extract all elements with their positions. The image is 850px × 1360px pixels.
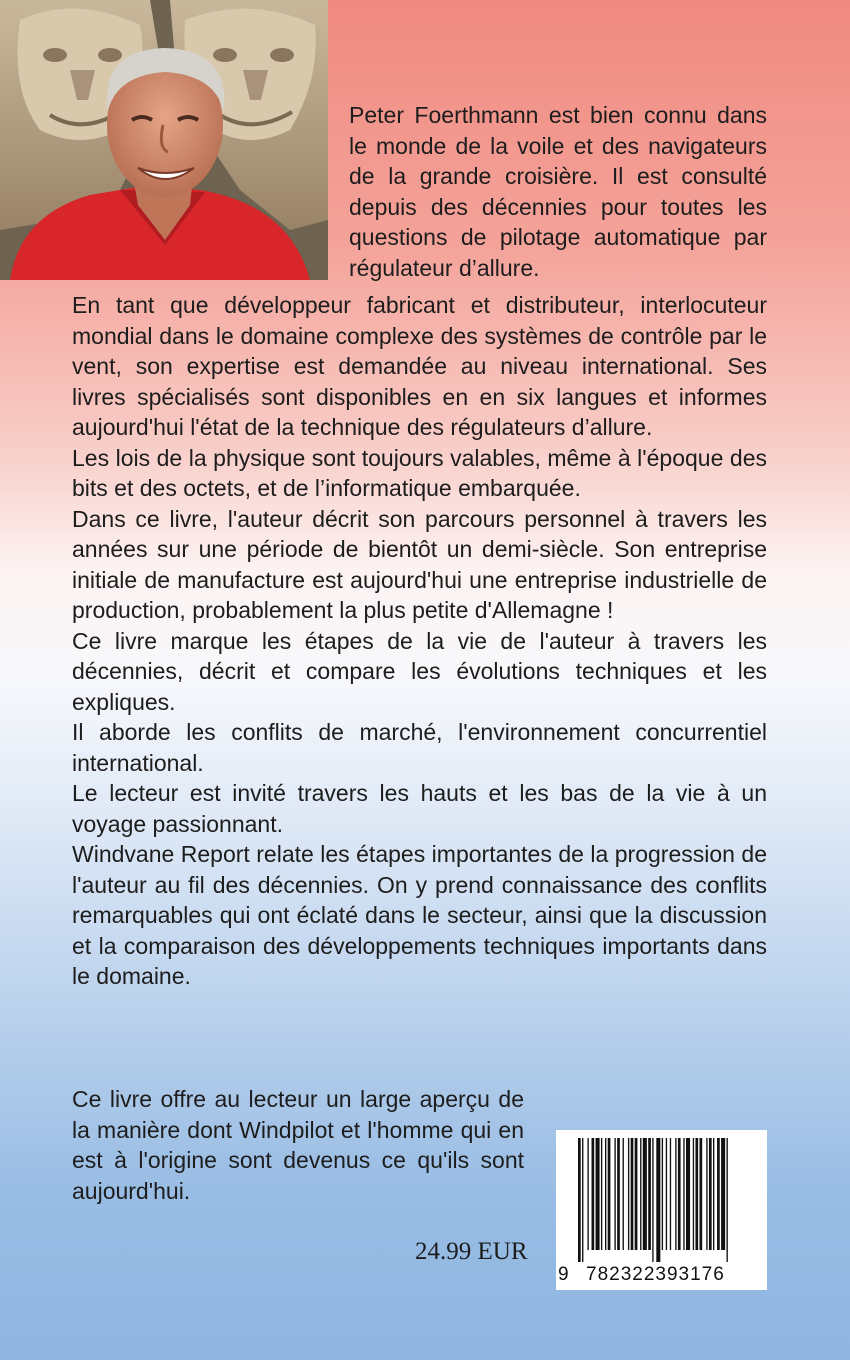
barcode-bar (643, 1138, 647, 1250)
barcode-bar (605, 1138, 606, 1250)
barcode-icon (562, 1138, 761, 1262)
barcode-bar (614, 1138, 615, 1250)
paragraph-physics: Les lois de la physique sont toujours valables, même à l'époque des bits et des octets, et de l’informatique embarquée. (72, 444, 767, 501)
author-photo (0, 0, 328, 280)
barcode-bar (652, 1138, 653, 1262)
barcode-bar (608, 1138, 611, 1250)
intro-block (349, 100, 767, 283)
barcode-bar (640, 1138, 641, 1250)
barcode-bar (648, 1138, 651, 1250)
barcode-lead-digit: 9 (558, 1264, 570, 1285)
barcode-bar (713, 1138, 714, 1250)
barcode-bar (596, 1138, 600, 1250)
closing-block (72, 1084, 524, 1206)
barcode-bar (628, 1138, 629, 1250)
author-portrait-icon (0, 0, 328, 280)
paragraph-journey: Dans ce livre, l'auteur décrit son parcours personnel à travers les années sur une période de bientôt un demi-siècle. Son entreprise initiale de manufacture est aujourd'hui une entreprise industrielle de production, probablement la plus petite d'Allemagne ! (72, 505, 767, 623)
barcode-bar (709, 1138, 712, 1250)
isbn-barcode (556, 1130, 767, 1290)
price-label: 24.99 EUR (415, 1238, 528, 1265)
paragraph-market: Il aborde les conflits de marché, l'environnement concurrentiel international. (72, 719, 767, 776)
barcode-bar (717, 1138, 720, 1250)
barcode-bar (656, 1138, 660, 1262)
barcode-bar (695, 1138, 698, 1250)
barcode-bar (721, 1138, 725, 1250)
barcode-bar (727, 1138, 728, 1262)
barcode-bar (683, 1138, 684, 1250)
barcode-bar (631, 1138, 634, 1250)
barcode-bar (662, 1138, 663, 1250)
barcode-bar (666, 1138, 667, 1250)
barcode-bar (670, 1138, 671, 1250)
barcode-bar (686, 1138, 690, 1250)
barcode-bar (693, 1138, 694, 1250)
barcode-bar (675, 1138, 676, 1250)
closing-text: Ce livre offre au lecteur un large aperçu de la manière dont Windpilot et l'homme qui en est à l'origine sont devenus ce qu'ils sont aujourd'hui. (72, 1086, 524, 1204)
barcode-bar (635, 1138, 638, 1250)
barcode-bar (592, 1138, 595, 1250)
barcode-bar (623, 1138, 624, 1250)
barcode-bar (700, 1138, 703, 1250)
paragraph-expertise: En tant que développeur fabricant et distributeur, interlocuteur mondial dans le domaine complexe des systèmes de contrôle par le vent, son expertise est demandée au niveau international. Ses livres spécialisés sont disponibles en en six langues et informes aujourd'hui l'état de la technique des régulateurs d’allure. (72, 292, 767, 440)
barcode-bar (582, 1138, 583, 1262)
barcode-bar (678, 1138, 681, 1250)
barcode-bar (601, 1138, 602, 1250)
barcode-bar (617, 1138, 620, 1250)
description-block (72, 290, 767, 992)
barcode-bar (587, 1138, 588, 1250)
intro-text: Peter Foerthmann est bien connu dans le monde de la voile et des navigateurs de la grande croisière. Il est consulté depuis des décennies pour toutes les questions de pilotage automatique par régulateur d’allure. (349, 102, 767, 281)
barcode-digits: 782322393176 (586, 1264, 725, 1285)
paragraph-windvane-report: Windvane Report relate les étapes importantes de la progression de l'auteur au fil des décennies. On y prend connaissance des conflits remarquables qui ont éclaté dans le secteur, ainsi que la discussion et la comparaison des développements techniques importants dans le domaine. (72, 841, 767, 989)
barcode-bar (706, 1138, 707, 1250)
paragraph-milestones: Ce livre marque les étapes de la vie de l'auteur à travers les décennies, décrit et compare les évolutions techniques et les expliques. (72, 627, 767, 715)
paragraph-reader: Le lecteur est invité travers les hauts et les bas de la vie à un voyage passionnant. (72, 780, 767, 837)
barcode-bar (578, 1138, 581, 1262)
